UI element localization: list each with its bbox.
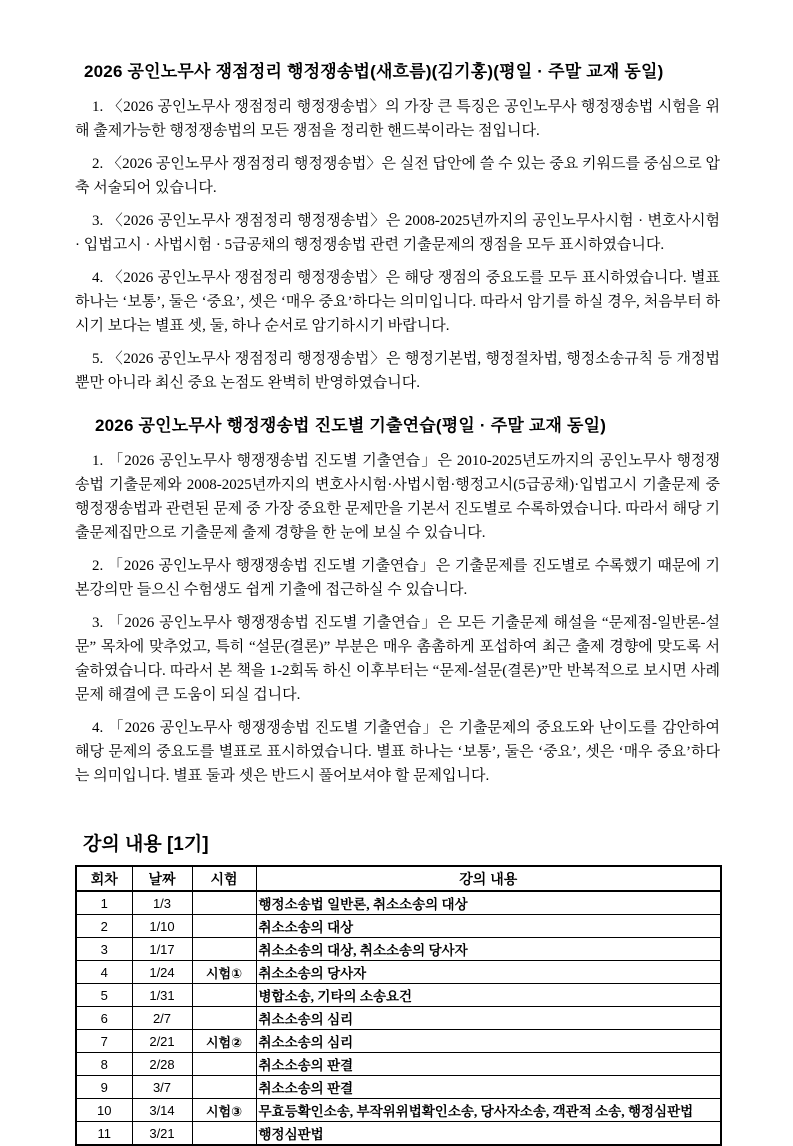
issue-book-paragraph-5: 5. 〈2026 공인노무사 쟁점정리 행정쟁송법〉은 행정기본법, 행정절차법, 행정소송규칙 등 개정법 뿐만 아니라 최신 중요 논점도 완벽히 반영하였습니다.: [75, 351, 720, 391]
session-number: 9: [76, 1076, 132, 1099]
session-date: 2/28: [132, 1053, 192, 1076]
issue-book-paragraph-1: 1. 〈2026 공인노무사 쟁점정리 행정쟁송법〉의 가장 큰 특징은 공인노무사 행정쟁송법 시험을 위해 출제가능한 행정쟁송법의 모든 쟁점을 정리한 핸드북이라는 점입니다.: [75, 99, 720, 139]
session-topic: 무효등확인소송, 부작위위법확인소송, 당사자소송, 객관적 소송, 행정심판법: [256, 1099, 721, 1122]
session-exam: [192, 1122, 256, 1146]
session-number: 2: [76, 915, 132, 938]
session-number: 1: [76, 891, 132, 915]
session-topic: 취소소송의 대상, 취소소송의 당사자: [256, 938, 721, 961]
col-header-session: 회차: [76, 866, 132, 891]
session-topic: 취소소송의 심리: [256, 1007, 721, 1030]
session-number: 7: [76, 1030, 132, 1053]
session-exam: [192, 1076, 256, 1099]
session-topic: 취소소송의 심리: [256, 1030, 721, 1053]
col-header-date: 날짜: [132, 866, 192, 891]
session-topic: 취소소송의 당사자: [256, 961, 721, 984]
session-number: 8: [76, 1053, 132, 1076]
table-row: [76, 1030, 721, 1053]
session-topic: 취소소송의 판결: [256, 1076, 721, 1099]
table-row: [76, 1099, 721, 1122]
exam-book-title: 2026 공인노무사 행정쟁송법 진도별 기출연습(평일 · 주말 교재 동일): [95, 416, 607, 435]
col-header-content: 강의 내용: [256, 866, 721, 891]
table-row: [76, 1122, 721, 1146]
table-row: [76, 1053, 721, 1076]
session-exam: [192, 915, 256, 938]
exam-book-paragraph-4: 4. 「2026 공인노무사 행쟁쟁송법 진도별 기출연습」은 기출문제의 중요도와 난이도를 감안하여 해당 문제의 중요도를 별표로 표시하였습니다. 별표 하나는 ‘보통’, 둘은 ‘중요’, 셋은 ‘매우 중요’하다는 의미입니다. 별표 둘과 셋은 반드시 풀어보셔야 할 문제입니다.: [75, 720, 720, 784]
session-topic: 행정소송법 일반론, 취소소송의 대상: [256, 891, 721, 915]
session-exam: [192, 938, 256, 961]
issue-book-paragraph-2: 2. 〈2026 공인노무사 쟁점정리 행정쟁송법〉은 실전 답안에 쓸 수 있는 중요 키워드를 중심으로 압축 서술되어 있습니다.: [75, 156, 720, 196]
table-row: [76, 891, 721, 915]
session-topic: 병합소송, 기타의 소송요건: [256, 984, 721, 1007]
session-number: 11: [76, 1122, 132, 1146]
table-row: [76, 938, 721, 961]
session-date: 1/31: [132, 984, 192, 1007]
session-topic: 취소소송의 대상: [256, 915, 721, 938]
session-date: 1/10: [132, 915, 192, 938]
session-exam: [192, 984, 256, 1007]
exam-book-paragraph-1: 1. 「2026 공인노무사 행쟁쟁송법 진도별 기출연습」은 2010-2025년도까지의 공인노무사 행정쟁송법 기출문제와 2008-2025년까지의 변호사시험·사법시험·행정고시(5급공채)·입법고시 기출문제 중 행정쟁송법과 관련된 문제 중 가장 중요한 문제만을 기본서 진도별로 수록하였습니다. 따라서 해당 기출문제집만으로 기출문제 출제 경향을 한 눈에 보실 수 있습니다.: [75, 453, 720, 541]
session-date: 2/21: [132, 1030, 192, 1053]
issue-book-paragraph-3: 3. 〈2026 공인노무사 쟁점정리 행정쟁송법〉은 2008-2025년까지의 공인노무사시험 · 변호사시험 · 입법고시 · 사법시험 · 5급공채의 행정쟁송법 관련 기출문제의 쟁점을 모두 표시하였습니다.: [75, 213, 720, 253]
table-row: [76, 915, 721, 938]
session-date: 1/17: [132, 938, 192, 961]
exam-book-paragraph-2: 2. 「2026 공인노무사 행쟁쟁송법 진도별 기출연습」은 기출문제를 진도별로 수록했기 때문에 기본강의만 들으신 수험생도 쉽게 기출에 접근하실 수 있습니다.: [75, 558, 720, 598]
session-date: 3/21: [132, 1122, 192, 1146]
session-date: 1/24: [132, 961, 192, 984]
table-row: [76, 1076, 721, 1099]
session-exam: 시험①: [192, 961, 256, 984]
session-number: 5: [76, 984, 132, 1007]
session-exam: 시험②: [192, 1030, 256, 1053]
col-header-exam: 시험: [192, 866, 256, 891]
session-number: 4: [76, 961, 132, 984]
session-number: 10: [76, 1099, 132, 1122]
table-header-row: [76, 866, 721, 891]
session-exam: 시험③: [192, 1099, 256, 1122]
session-date: 1/3: [132, 891, 192, 915]
session-topic: 취소소송의 판결: [256, 1053, 721, 1076]
issue-book-title: 2026 공인노무사 쟁점정리 행정쟁송법(새흐름)(김기홍)(평일 · 주말 교재 동일): [84, 62, 664, 81]
session-date: 3/14: [132, 1099, 192, 1122]
issue-book-paragraph-4: 4. 〈2026 공인노무사 쟁점정리 행정쟁송법〉은 해당 쟁점의 중요도를 모두 표시하였습니다. 별표 하나는 ‘보통’, 둘은 ‘중요’, 셋은 ‘매우 중요’하다는 의미입니다. 따라서 암기를 하실 경우, 처음부터 하시기 보다는 별표 셋, 둘, 하나 순서로 암기하시기 바랍니다.: [75, 270, 720, 334]
table-row: [76, 961, 721, 984]
session-exam: [192, 1053, 256, 1076]
session-exam: [192, 1007, 256, 1030]
lecture-schedule-table: [75, 865, 722, 1146]
table-row: [76, 1007, 721, 1030]
exam-book-paragraph-3: 3. 「2026 공인노무사 행쟁쟁송법 진도별 기출연습」은 모든 기출문제 해설을 “문제점-일반론-설문” 목차에 맞추었고, 특히 “설문(결론)” 부분은 매우 촘촘하게 포섭하여 최근 출제 경향에 맞도록 서술하였습니다. 따라서 본 책을 1-2회독 하신 이후부터는 “문제-설문(결론)”만 반복적으로 보시면 사례문제 해결에 큰 도움이 되실 겁니다.: [75, 615, 720, 703]
lecture-schedule-title: 강의 내용 [1기]: [83, 834, 209, 855]
session-exam: [192, 891, 256, 915]
session-topic: 행정심판법: [256, 1122, 721, 1146]
session-date: 2/7: [132, 1007, 192, 1030]
session-number: 6: [76, 1007, 132, 1030]
table-row: [76, 984, 721, 1007]
session-number: 3: [76, 938, 132, 961]
session-date: 3/7: [132, 1076, 192, 1099]
